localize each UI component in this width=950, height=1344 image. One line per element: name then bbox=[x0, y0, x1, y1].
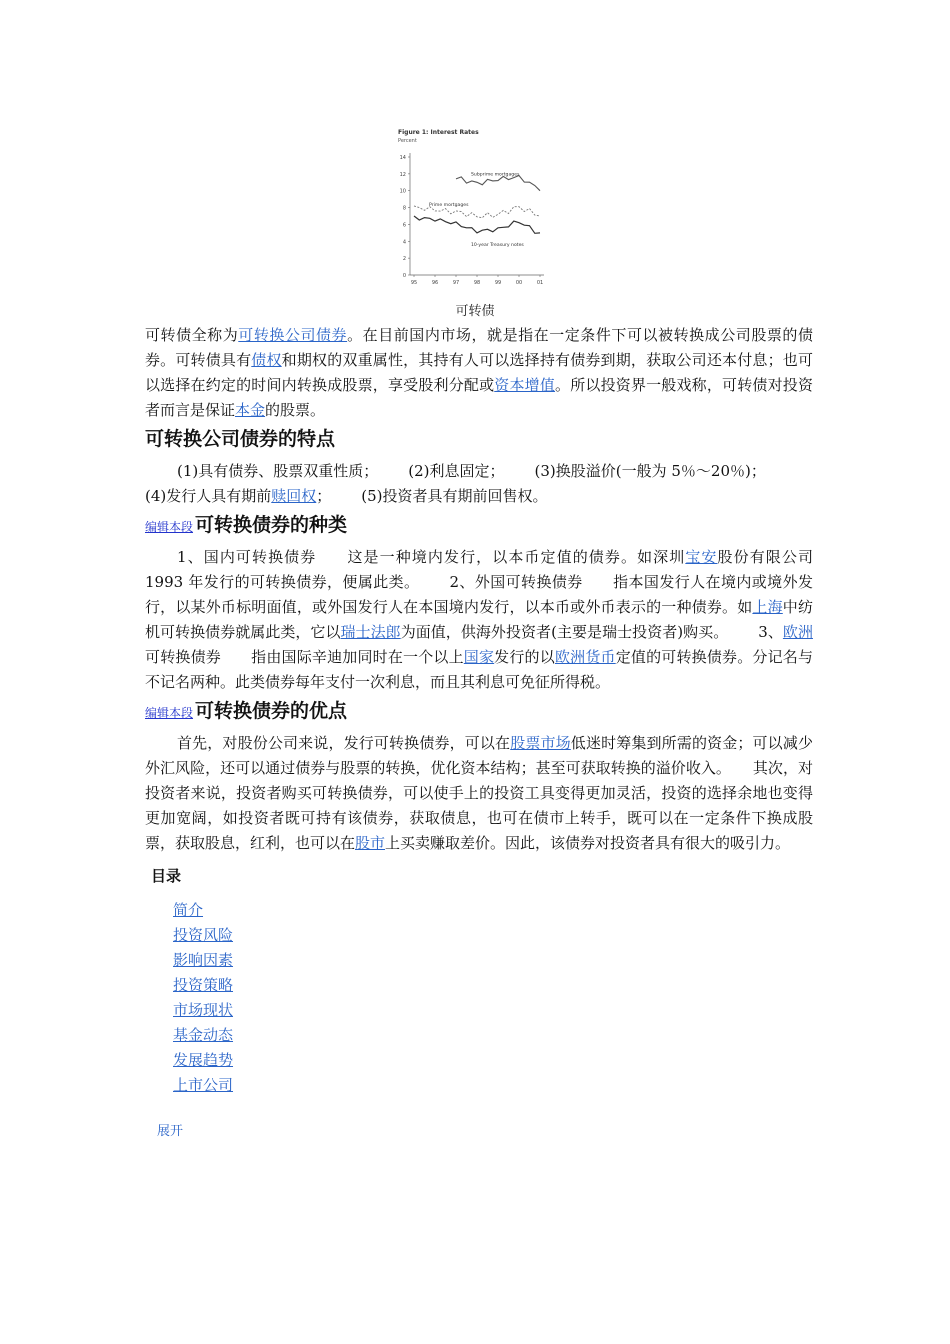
toc-item bbox=[173, 1073, 813, 1098]
chart-y-tick-label: 6 bbox=[402, 222, 406, 229]
chart-y-tick-label: 4 bbox=[402, 239, 406, 246]
link-capital-appreciation[interactable]: 资本增值 bbox=[494, 376, 556, 394]
chart-x-tick-label: 98 bbox=[473, 280, 481, 286]
interest-rate-chart bbox=[392, 125, 552, 295]
table-of-contents bbox=[173, 898, 813, 1098]
types-paragraph: 1、国内可转换债券 这是一种境内发行，以本币定值的债券。如深圳宝安股份有限公司 1993 年发行的可转换债券，便属此类。 2、外国可转换债券 指本国发行人在境内或境外发行，以某外币标明面值，或外国发行人在本国境内发行，以本币或外币表示的一种债券。如上海中纺机可转换债券就属此类，它以瑞士法郎为面值，供海外投资者(主要是瑞士投资者)购买。 3、欧洲可转换债券 指由国际辛迪加同时在一个以上国家发行的以欧洲货币定值的可转换债券。分记名与不记名两种。此类债券每年支付一次利息，而且其利息可免征所得税。 bbox=[145, 548, 813, 691]
toc-link-listed[interactable]: 上市公司 bbox=[173, 1076, 234, 1094]
toc-link-trends[interactable]: 发展趋势 bbox=[173, 1051, 234, 1069]
toc-item bbox=[173, 973, 813, 998]
chart-title: Figure 1: Interest Rates bbox=[398, 129, 479, 136]
toc-item bbox=[173, 948, 813, 973]
chart-series-label: Subprime mortgages bbox=[471, 172, 520, 178]
chart-y-tick-label: 12 bbox=[399, 171, 406, 178]
chart-x-tick-label: 95 bbox=[410, 280, 418, 286]
link-convertible-bond[interactable]: 可转换公司债券 bbox=[238, 326, 348, 344]
link-stock[interactable]: 股市 bbox=[355, 834, 386, 852]
link-europe[interactable]: 欧洲 bbox=[782, 623, 813, 641]
toc-item bbox=[173, 1048, 813, 1073]
link-euro-currency[interactable]: 欧洲货币 bbox=[554, 648, 616, 666]
chart-x-tick-label: 97 bbox=[452, 280, 460, 286]
advantages-section-header bbox=[145, 697, 813, 725]
chart-y-tick-label: 10 bbox=[399, 188, 406, 195]
features-heading: 可转换公司债券的特点 bbox=[145, 428, 336, 450]
toc-item bbox=[173, 1023, 813, 1048]
toc-link-factors[interactable]: 影响因素 bbox=[173, 951, 234, 969]
intro-paragraph: 可转债全称为可转换公司债券。在目前国内市场，就是指在一定条件下可以被转换成公司股票的债券。可转债具有债权和期权的双重属性，其持有人可以选择持有债券到期，获取公司还本付息；也可以选择在约定的时间内转换成股票，享受股利分配或资本增值。所以投资界一般戏称，可转债对投资者而言是保证本金的股票。 bbox=[145, 326, 813, 419]
toc-link-intro[interactable]: 简介 bbox=[173, 901, 204, 919]
chart-x-tick-label: 00 bbox=[515, 280, 523, 286]
link-stock-market[interactable]: 股票市场 bbox=[510, 734, 571, 752]
article-body bbox=[145, 323, 813, 1139]
advantages-paragraph: 首先，对股份公司来说，发行可转换债券，可以在股票市场低迷时筹集到所需的资金；可以减少外汇风险，还可以通过债券与股票的转换，优化资本结构；甚至可获取转换的溢价收入。 其次，对投资者来说，投资者购买可转换债券，可以使手上的投资工具变得更加灵活，投资的选择余地也变得更加宽阔，如投资者既可持有该债券，获取债息，也可在债市上转手，既可以在一定条件下换成股票，获取股息，红利，也可以在股市上买卖赚取差价。因此，该债券对投资者具有很大的吸引力。 bbox=[145, 734, 813, 852]
figure-caption: 可转债 bbox=[455, 304, 495, 319]
chart-y-tick-label: 8 bbox=[402, 205, 406, 212]
toc-title: 目录 bbox=[151, 867, 182, 885]
toc-item bbox=[173, 998, 813, 1023]
chart-series-label: Prime mortgages bbox=[429, 202, 469, 208]
advantages-heading: 可转换债券的优点 bbox=[195, 700, 348, 722]
chart-x-tick-label: 01 bbox=[536, 280, 544, 286]
chart-series-line bbox=[414, 216, 540, 233]
toc-link-market[interactable]: 市场现状 bbox=[173, 1001, 234, 1019]
edit-section-link[interactable]: 编辑本段 bbox=[145, 520, 194, 534]
features-paragraph: (1)具有债券、股票双重性质； (2)利息固定； (3)换股溢价(一般为 5％～20％)； (4)发行人具有期前赎回权； (5)投资者具有期前回售权。 bbox=[145, 462, 766, 505]
link-principal[interactable]: 本金 bbox=[235, 401, 266, 419]
chart-svg bbox=[392, 125, 552, 295]
types-heading: 可转换债券的种类 bbox=[195, 514, 348, 536]
types-section-header bbox=[145, 511, 813, 539]
chart-y-tick-label: 0 bbox=[402, 273, 406, 279]
link-baoan[interactable]: 宝安 bbox=[685, 548, 718, 566]
toc-link-strategy[interactable]: 投资策略 bbox=[173, 976, 234, 994]
expand-toc-button[interactable]: 展开 bbox=[157, 1124, 184, 1139]
chart-unit-label: Percent bbox=[398, 138, 417, 144]
chart-y-tick-label: 14 bbox=[399, 155, 406, 161]
link-swiss-franc[interactable]: 瑞士法郎 bbox=[340, 623, 401, 641]
chart-x-tick-label: 96 bbox=[431, 280, 439, 286]
link-country[interactable]: 国家 bbox=[463, 648, 495, 666]
link-creditor-right[interactable]: 债权 bbox=[251, 351, 282, 369]
toc-link-funds[interactable]: 基金动态 bbox=[173, 1026, 234, 1044]
link-shanghai[interactable]: 上海 bbox=[752, 598, 783, 616]
chart-series-label: 10-year Treasury notes bbox=[471, 242, 524, 248]
chart-x-tick-label: 99 bbox=[494, 280, 502, 286]
chart-y-tick-label: 2 bbox=[402, 256, 406, 263]
chart-series-line bbox=[456, 176, 540, 191]
edit-section-link[interactable]: 编辑本段 bbox=[145, 706, 194, 720]
toc-link-risk[interactable]: 投资风险 bbox=[173, 926, 234, 944]
toc-item bbox=[173, 898, 813, 923]
toc-item bbox=[173, 923, 813, 948]
link-redemption-right[interactable]: 赎回权 bbox=[271, 487, 317, 505]
